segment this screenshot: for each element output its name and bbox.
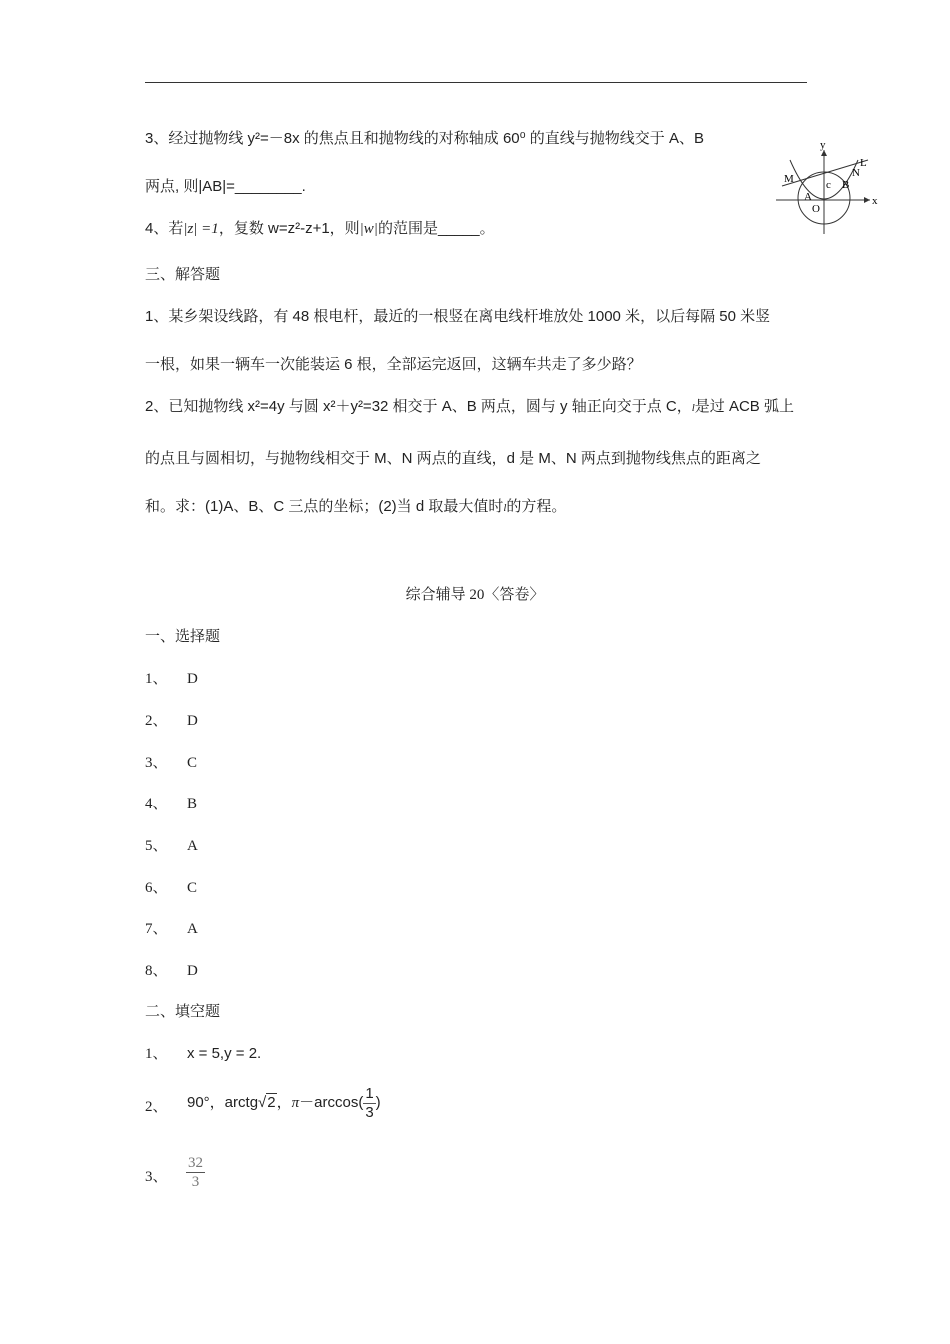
- p2-l-symbol-2: l: [503, 502, 507, 514]
- choice-ans-8: D: [187, 963, 198, 979]
- question-3-line-1: 3、经过抛物线 y²=－8x 的焦点且和抛物线的对称轴成 60⁰ 的直线与抛物线交于 A、B: [145, 130, 704, 147]
- q4-suffix: 的范围是_____。: [377, 220, 495, 237]
- problem-2-line-1: [145, 396, 794, 419]
- choice-num-1: 1、: [145, 671, 168, 687]
- fill-num-2: 2、: [145, 1099, 168, 1115]
- fraction-32-over-3: [186, 1154, 205, 1191]
- fill2-t2: －arccos(: [299, 1094, 364, 1111]
- problem-1-line-1: 1、某乡架设线路，有 48 根电杆，最近的一根竖在离电线杆堆放处 1000 米，以后每隔 50 米竖: [145, 308, 771, 325]
- choice-num-6: 6、: [145, 880, 168, 896]
- label-A: A: [804, 191, 812, 203]
- choice-ans-7: A: [187, 921, 198, 937]
- fill-ans-1: x = 5,y = 2.: [187, 1045, 262, 1062]
- choice-ans-2: D: [187, 713, 198, 729]
- fill-title: 二、填空题: [145, 1004, 221, 1020]
- choice-num-3: 3、: [145, 755, 168, 771]
- choice-ans-1: D: [187, 671, 198, 687]
- problem-2-line-3: [145, 496, 566, 519]
- fraction-one-third: [363, 1085, 375, 1122]
- fill2-t1: 90°，arctg: [187, 1094, 259, 1111]
- label-O: O: [812, 203, 820, 215]
- label-x: x: [872, 195, 878, 207]
- fill2-comma: ，: [276, 1094, 292, 1111]
- parabola-figure: [772, 138, 882, 238]
- answer-title: 综合辅导 20〈答卷〉: [405, 587, 545, 603]
- fraction-denominator: 3: [191, 1174, 200, 1190]
- fraction-numerator: 1: [365, 1084, 374, 1102]
- choice-title: 一、选择题: [145, 629, 221, 645]
- fraction-denominator: 3: [365, 1103, 374, 1121]
- label-B: B: [842, 179, 850, 191]
- sqrt-symbol: √2: [258, 1094, 276, 1111]
- choice-num-2: 2、: [145, 713, 168, 729]
- header-rule: [145, 82, 807, 83]
- fill-ans-2: [187, 1083, 381, 1123]
- fill-num-3: 3、: [145, 1169, 168, 1185]
- label-M: M: [784, 173, 794, 185]
- label-L: L: [860, 157, 867, 169]
- label-N: N: [852, 167, 860, 179]
- fill-ans-3: [186, 1154, 205, 1191]
- label-c: c: [826, 179, 831, 191]
- choice-num-8: 8、: [145, 963, 168, 979]
- problem-1-line-2: 一根，如果一辆车一次能装运 6 根，全部运完返回，这辆车共走了多少路？: [145, 356, 642, 373]
- choice-num-4: 4、: [145, 796, 168, 812]
- question-4: [145, 218, 495, 240]
- label-y: y: [820, 139, 826, 151]
- p2-line1a: 2、已知抛物线 x²=4y 与圆 x²＋y²=32 相交于 A、B 两点，圆与 y 轴正向交于点 C，: [145, 398, 692, 415]
- x-axis-arrow: [864, 197, 870, 203]
- fill-num-1: 1、: [145, 1046, 168, 1062]
- choice-ans-4: B: [187, 796, 198, 812]
- question-3-line-2: 两点, 则|AB|=________.: [145, 178, 306, 195]
- q4-abs-w: |w|: [359, 221, 378, 237]
- choice-num-5: 5、: [145, 838, 168, 854]
- p2-line1b: 是过 ACB 弧上: [694, 398, 794, 415]
- section-3-title: 三、解答题: [145, 266, 221, 283]
- choice-num-7: 7、: [145, 921, 168, 937]
- p2-l-symbol: l: [691, 402, 695, 414]
- pi-symbol: π: [291, 1095, 300, 1111]
- q4-prefix: 4、若: [145, 220, 184, 237]
- problem-2-line-2: 的点且与圆相切，与抛物线相交于 M、N 两点的直线，d 是 M、N 两点到抛物线焦点的距离之: [145, 450, 761, 467]
- sqrt-radicand: 2: [267, 1094, 276, 1111]
- choice-ans-6: C: [187, 880, 198, 896]
- choice-ans-3: C: [187, 755, 198, 771]
- q4-mid: ，复数 w=z²-z+1，则: [218, 220, 360, 237]
- p2-line3a: 和。求：(1)A、B、C 三点的坐标；(2)当 d 取最大值时: [145, 498, 504, 515]
- fraction-numerator: 32: [188, 1155, 203, 1171]
- fill2-t3: ): [375, 1094, 381, 1111]
- p2-line3b: 的方程。: [506, 498, 567, 515]
- choice-ans-5: A: [187, 838, 198, 854]
- q4-abs-z: |z| =1: [183, 221, 219, 237]
